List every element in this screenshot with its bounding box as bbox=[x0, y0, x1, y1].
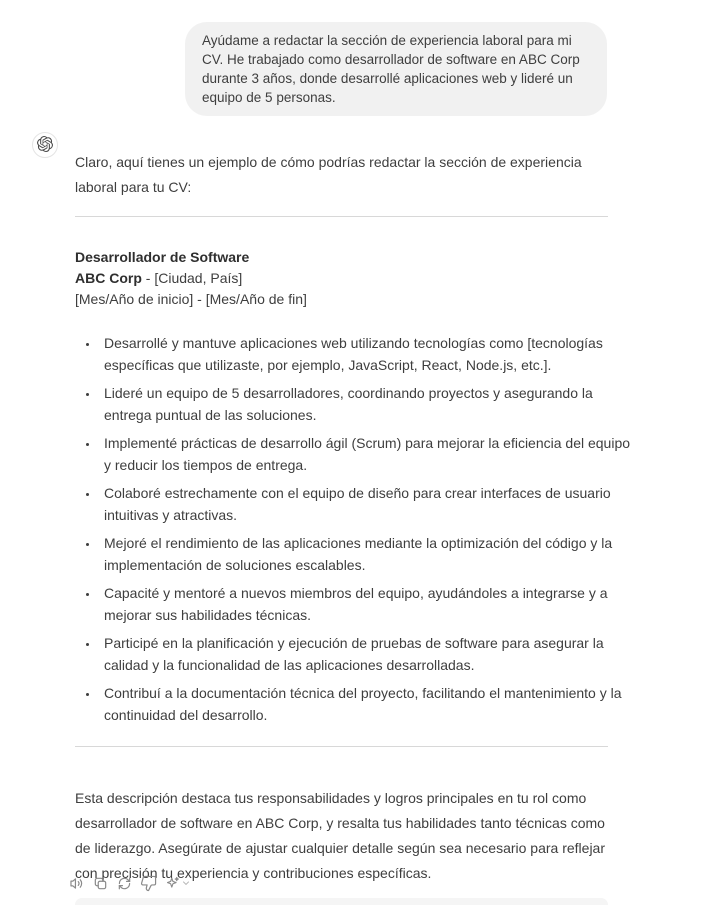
copy-button[interactable] bbox=[88, 872, 112, 894]
speaker-icon bbox=[68, 875, 85, 892]
assistant-closing-text: Esta descripción destaca tus responsabilidades y logros principales en tu rol como desarrollador de software en ABC Corp, y resalta tus habilidades tanto técnicas como de liderazgo. Asegúrate de ajustar cualquier detalle según sea necesario para reflejar con precisión tu experiencia y contribuciones específicas. bbox=[75, 790, 606, 881]
company-location: - [Ciudad, País] bbox=[141, 270, 243, 286]
company-line bbox=[75, 268, 608, 289]
list-item: • Desarrollé y mantuve aplicaciones web utilizando tecnologías como [tecnologías específicas que utilizaste, por ejemplo, JavaScript, React, Node.js, etc.]. bbox=[99, 332, 632, 376]
assistant-intro-text: Claro, aquí tienes un ejemplo de cómo podrías redactar la sección de experiencia laboral para tu CV: bbox=[75, 154, 582, 195]
section-divider-bottom bbox=[75, 746, 608, 747]
list-item: • Participé en la planificación y ejecución de pruebas de software para asegurar la calidad y la funcionalidad de las aplicaciones desarrolladas. bbox=[99, 632, 632, 676]
list-item: • Capacité y mentoré a nuevos miembros del equipo, ayudándoles a integrarse y a mejorar sus habilidades técnicas. bbox=[99, 582, 632, 626]
sparkle-icon bbox=[164, 875, 181, 892]
regenerate-icon bbox=[116, 875, 133, 892]
job-header bbox=[75, 247, 608, 310]
read-aloud-button[interactable] bbox=[64, 872, 88, 894]
list-item: • Colaboré estrechamente con el equipo de diseño para crear interfaces de usuario intuitivas y atractivas. bbox=[99, 482, 632, 526]
user-message-bubble: Ayúdame a redactar la sección de experiencia laboral para mi CV. He trabajado como desarrollador de software en ABC Corp durante 3 años, donde desarrollé aplicaciones web y lideré un equipo de 5 personas. bbox=[185, 22, 607, 116]
list-item: • Contribuí a la documentación técnica del proyecto, facilitando el mantenimiento y la continuidad del desarrollo. bbox=[99, 682, 632, 726]
copy-icon bbox=[92, 875, 109, 892]
openai-logo-icon bbox=[37, 136, 53, 155]
list-item: • Mejoré el rendimiento de las aplicaciones mediante la optimización del código y la implementación de soluciones escalables. bbox=[99, 532, 632, 576]
regenerate-button[interactable] bbox=[112, 872, 136, 894]
list-item: • Lideré un equipo de 5 desarrolladores, coordinando proyectos y asegurando la entrega puntual de las soluciones. bbox=[99, 382, 632, 426]
assistant-avatar bbox=[32, 132, 58, 158]
job-title: Desarrollador de Software bbox=[75, 249, 250, 265]
model-switcher-button[interactable] bbox=[160, 872, 194, 894]
company-name: ABC Corp bbox=[75, 270, 142, 286]
chevron-down-icon bbox=[181, 878, 191, 888]
composer-top-edge[interactable] bbox=[75, 898, 608, 905]
message-action-bar bbox=[64, 872, 194, 894]
thumbs-down-button[interactable] bbox=[136, 872, 160, 894]
thumbs-down-icon bbox=[140, 875, 157, 892]
experience-bullet-list bbox=[75, 332, 632, 732]
list-item: • Implementé prácticas de desarrollo ágil (Scrum) para mejorar la eficiencia del equipo y reducir los tiempos de entrega. bbox=[99, 432, 632, 476]
section-divider-top bbox=[75, 216, 608, 217]
date-range: [Mes/Año de inicio] - [Mes/Año de fin] bbox=[75, 291, 307, 307]
